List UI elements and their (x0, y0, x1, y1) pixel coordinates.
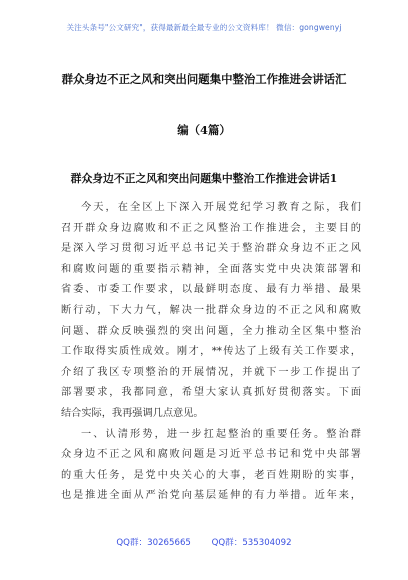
body-line: 召开群众身边腐败和不正之风整治工作推进会，主要目的 (61, 222, 361, 234)
body-line: 也是推进全面从严治党向基层延伸的有力举措。近年来， (61, 490, 361, 502)
document-title-line-1: 群众身边不正之风和突出问题集中整治工作推进会讲话汇 (61, 72, 347, 86)
body-line: 断行动，下大力气，解决一批群众身边的不正之风和腐败 (61, 304, 361, 316)
section-heading: 群众身边不正之风和突出问题集中整治工作推进会讲话1 (70, 172, 338, 185)
document-title-line-2: 编（4篇） (177, 123, 231, 137)
footer-qq-group-1: QQ群：30265665 (116, 538, 191, 548)
body-line: 今天，在全区上下深入开展党纪学习教育之际，我们 (81, 202, 361, 213)
footer-qq-group-2: QQ群：535304092 (211, 538, 292, 548)
body-line: 省委、市委工作要求，以最鲜明态度、最有力举措、最果 (61, 284, 361, 296)
body-line: 是深入学习贯彻习近平总书记关于整治群众身边不正之风 (61, 243, 361, 255)
body-line: 工作取得实质性成效。刚才，**传达了上级有关工作要求， (61, 346, 361, 358)
body-line: 一、认清形势，进一步扛起整治的重要任务。整治群 (81, 428, 361, 440)
header-banner: 关注头条号"公文研究"，获得最新最全最专业的公文资料库！ 微信：gongwenyj (66, 23, 342, 32)
body-text (61, 198, 361, 507)
body-line: 结合实际，我再强调几点意见。 (61, 407, 204, 419)
body-line: 众身边不正之风和腐败问题是习近平总书记和党中央部署 (61, 449, 361, 461)
body-line: 部署要求，我都同意，希望大家认真抓好贯彻落实。下面 (61, 387, 361, 399)
body-line: 介绍了我区专项整治的开展情况，并就下一步工作提出了 (61, 366, 361, 378)
footer (0, 536, 408, 548)
body-line: 的重大任务，是党中央关心的大事，老百姓期盼的实事， (61, 469, 361, 481)
body-line: 问题、群众反映强烈的突出问题，全力推动全区集中整治 (61, 325, 361, 337)
body-line: 和腐败问题的重要指示精神，全面落实党中央决策部署和 (61, 263, 361, 275)
